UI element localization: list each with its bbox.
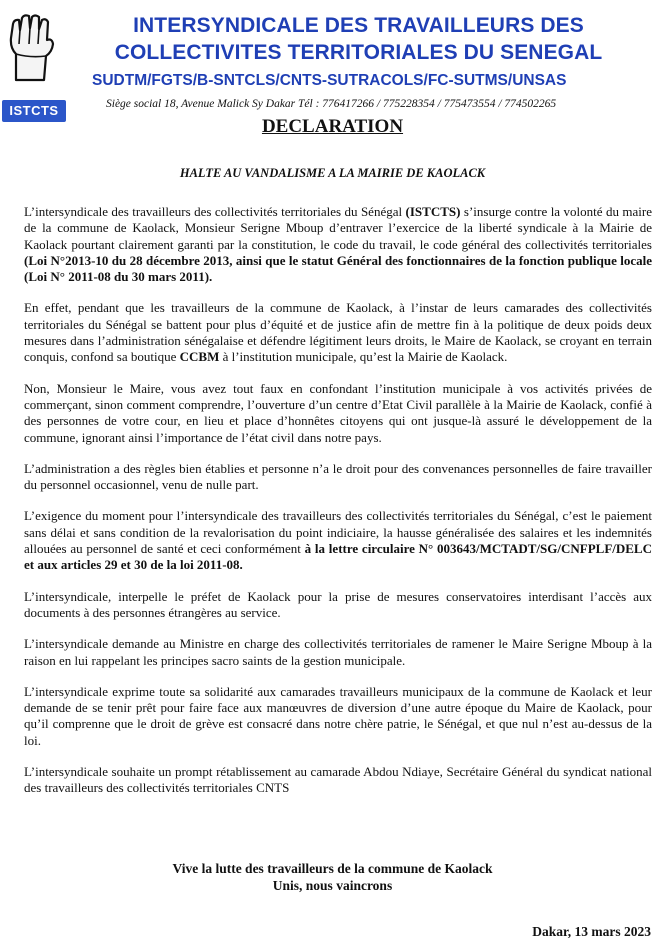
paragraph-6 <box>24 589 652 622</box>
text-segment: L’intersyndicale demande au Ministre en charge des collectivités territoriales de ramener le Maire Serigne Mboup à la raison en lui rappelant les principes sacro saints de la gestion municipale. <box>24 636 652 668</box>
logo-badge: ISTCTS <box>2 100 66 122</box>
date-line: Dakar, 13 mars 2023 <box>532 924 651 939</box>
raised-fist-icon <box>2 14 58 84</box>
paragraph-1 <box>24 204 652 285</box>
paragraph-8 <box>24 684 652 749</box>
text-segment: L’intersyndicale des travailleurs des collectivités territoriales du Sénégal <box>24 204 406 219</box>
bold-segment: (ISTCTS) <box>405 204 461 219</box>
text-segment: En effet, pendant que les travailleurs de la commune de Kaolack, à l’instar de leurs camarades des collectivités territoriales du Sénégal se battent pour plus d’équité et de justice afin de mettre fin à la politique de deux poids deux mesures dans l’administration sénégalaise et défendre légitiment leurs droits, le Maire de Kaolack, se croyant en terrain conquis, confond sa boutique <box>24 300 652 365</box>
text-segment: Non, Monsieur le Maire, vous avez tout faux en confondant l’institution municipale à vos activités privées de commerçant, sinon comment comprendre, l’ouverture d’un centre d’Etat Civil parallèle à la Mairie de Kaolack, confié à des personnes de votre cour, en lieu et place d’honnêtes citoyens qui ont jusque-là assuré le développement de la commune, ignorant ainsi l’importance de l’état civil dans notre pays. <box>24 380 652 445</box>
text-segment: L’intersyndicale souhaite un prompt rétablissement au camarade Abdou Ndiaye, Secrétaire Général du syndicat national des travailleurs des collectivités territoriales CNTS <box>24 764 652 796</box>
organization-title: INTERSYNDICALE DES TRAVAILLEURS DES COLLECTIVITES TERRITORIALES DU SENEGAL <box>114 14 603 64</box>
text-segment: s’insurge contre la volonté du maire de la commune de Kaolack, Monsieur Serigne Mboup d’entraver l’exercice de la liberté syndicale à la Mairie de Kaolack pourtant clairement garanti par la constitution, le code du travail, le code général des collectivités territoriales <box>24 204 652 252</box>
headquarters-address: Siège social 18, Avenue Malick Sy Dakar Tél : 776417266 / 775228354 / 775473554 / 774502265 <box>106 98 557 110</box>
paragraph-9 <box>24 764 652 797</box>
bold-segment: (Loi N°2013-10 du 28 décembre 2013, ainsi que le statut Général des fonctionnaires de la fonction publique locale <box>24 252 652 268</box>
paragraph-3 <box>24 381 652 446</box>
text-segment: L’intersyndicale exprime toute sa solidarité aux camarades travailleurs municipaux de la commune de Kaolack et leur demande de se tenir prêt pour faire face aux manœuvres de diversion d’une autre époque du Maire de Kaolack, pour qu’il comprenne que le droit de grève est consacré dans notre chère patrie, le Sénégal, et que nul n’est au-dessus de la loi. <box>24 683 652 748</box>
bold-segment: CCBM <box>179 349 220 365</box>
paragraph-2 <box>24 300 652 365</box>
text-segment: L’exigence du moment pour l’intersyndicale des travailleurs des collectivités territoriales du Sénégal, c’est le paiement sans délai et sans condition de la revalorisation du point indiciaire, la hausse généralisée des salaires et les indemnités allouées au personnel de santé et ceci conformément <box>24 508 652 557</box>
bold-segment: à la lettre circulaire N° 003643/MCTADT/SG/CNFPLF/DELC et aux articles 29 et 30 de la loi 2011-08. <box>24 541 652 573</box>
letterhead <box>0 0 665 120</box>
text-segment: à l’institution municipale, qu’est la Mairie de Kaolack. <box>219 349 508 365</box>
istcts-logo <box>2 14 58 118</box>
text-segment: L’administration a des règles bien établies et personne n’a le droit pour des convenances personnelles de faire travailler du personnel occasionnel, venu de nulle part. <box>24 460 652 493</box>
text-segment: L’intersyndicale, interpelle le préfet de Kaolack pour la prise de mesures conservatoires interdisant l’accès aux documents à des personnes étrangères au service. <box>24 588 652 620</box>
bold-segment: (Loi N° 2011-08 du 30 mars 2011). <box>24 269 213 285</box>
closing-slogan <box>0 860 665 894</box>
closing-line-1: Vive la lutte des travailleurs de la commune de Kaolack <box>172 861 493 876</box>
document-subtitle: HALTE AU VANDALISME A LA MAIRIE DE KAOLACK <box>179 166 486 180</box>
paragraph-5 <box>24 508 652 573</box>
member-unions: SUDTM/FGTS/B-SNTCLS/CNTS-SUTRACOLS/FC-SUTMS/UNSAS <box>92 72 567 89</box>
paragraph-7 <box>24 636 652 669</box>
document-title: DECLARATION <box>261 116 404 137</box>
closing-line-2: Unis, nous vaincrons <box>272 878 393 893</box>
paragraph-4 <box>24 461 652 494</box>
declaration-body <box>24 204 652 812</box>
